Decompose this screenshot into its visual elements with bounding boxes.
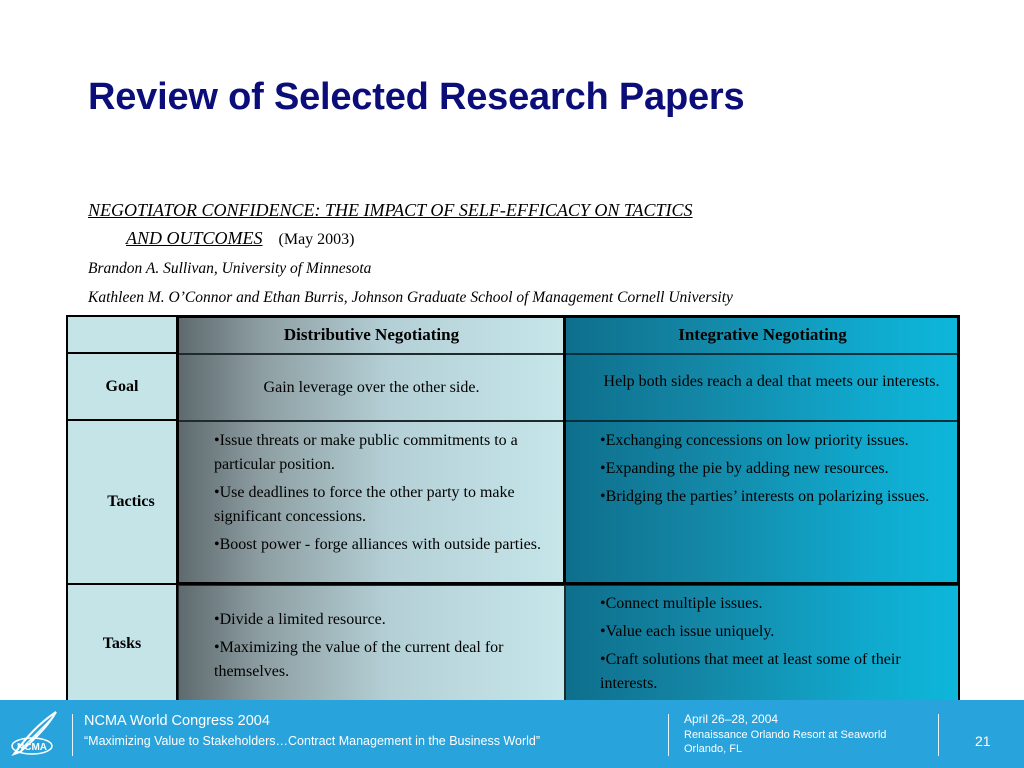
footer-event: NCMA World Congress 2004	[84, 713, 270, 729]
footer-venue-line1: Renaissance Orlando Resort at Seaworld	[684, 729, 887, 741]
tactics-integrative	[565, 421, 960, 585]
slide-title: Review of Selected Research Papers	[88, 76, 745, 118]
goal-integrative: Help both sides reach a deal that meets our interests.	[565, 354, 960, 421]
column-divider	[563, 315, 566, 585]
list-item: •Use deadlines to force the other party to make significant concessions.	[214, 484, 515, 525]
list-item: •Expanding the pie by adding new resources.	[600, 460, 889, 477]
list-item: •Craft solutions that meet at least some of their interests.	[600, 651, 901, 692]
list-item: •Connect multiple issues.	[600, 595, 763, 612]
row-label-tactics: Tactics	[66, 419, 178, 585]
tasks-distributive	[178, 585, 565, 704]
ncma-quill-logo-icon	[8, 708, 62, 762]
corner-cell	[66, 315, 178, 354]
page-number: 21	[975, 733, 991, 749]
footer-tagline: “Maximizing Value to Stakeholders…Contract Management in the Business World”	[84, 734, 540, 748]
header-integrative: Integrative Negotiating	[565, 315, 960, 354]
footer-bar	[0, 700, 1024, 768]
list-item: •Bridging the parties’ interests on polarizing issues.	[600, 488, 930, 505]
row-label-goal: Goal	[66, 352, 178, 421]
paper-title-block	[88, 196, 928, 254]
footer-divider	[668, 714, 669, 756]
header-distributive: Distributive Negotiating	[178, 315, 565, 354]
comparison-table	[66, 315, 960, 704]
list-item: •Issue threats or make public commitments to a particular position.	[214, 432, 518, 473]
footer-divider	[72, 714, 73, 756]
paper-date: (May 2003)	[278, 231, 355, 248]
list-item: •Divide a limited resource.	[214, 611, 386, 628]
author-2: Kathleen M. O’Connor and Ethan Burris, Johnson Graduate School of Management Cornell University	[88, 289, 733, 306]
row-label-tasks: Tasks	[66, 583, 178, 704]
goal-distributive: Gain leverage over the other side.	[178, 354, 565, 421]
paper-title-line1: NEGOTIATOR CONFIDENCE: THE IMPACT OF SELF-EFFICACY ON TACTICS	[88, 200, 693, 220]
list-item: •Exchanging concessions on low priority issues.	[600, 432, 909, 449]
tactics-distributive	[178, 421, 565, 585]
author-1: Brandon A. Sullivan, University of Minnesota	[88, 260, 372, 277]
list-item: •Maximizing the value of the current deal for themselves.	[214, 639, 504, 680]
paper-title-line2: AND OUTCOMES	[126, 228, 263, 248]
footer-date: April 26–28, 2004	[684, 712, 779, 726]
footer-divider	[938, 714, 939, 756]
footer-venue-line2: Orlando, FL	[684, 743, 743, 755]
tasks-integrative	[565, 585, 960, 704]
logo-text: NCMA	[17, 742, 47, 753]
list-item: •Value each issue uniquely.	[600, 623, 775, 640]
list-item: •Boost power - forge alliances with outside parties.	[214, 536, 542, 553]
